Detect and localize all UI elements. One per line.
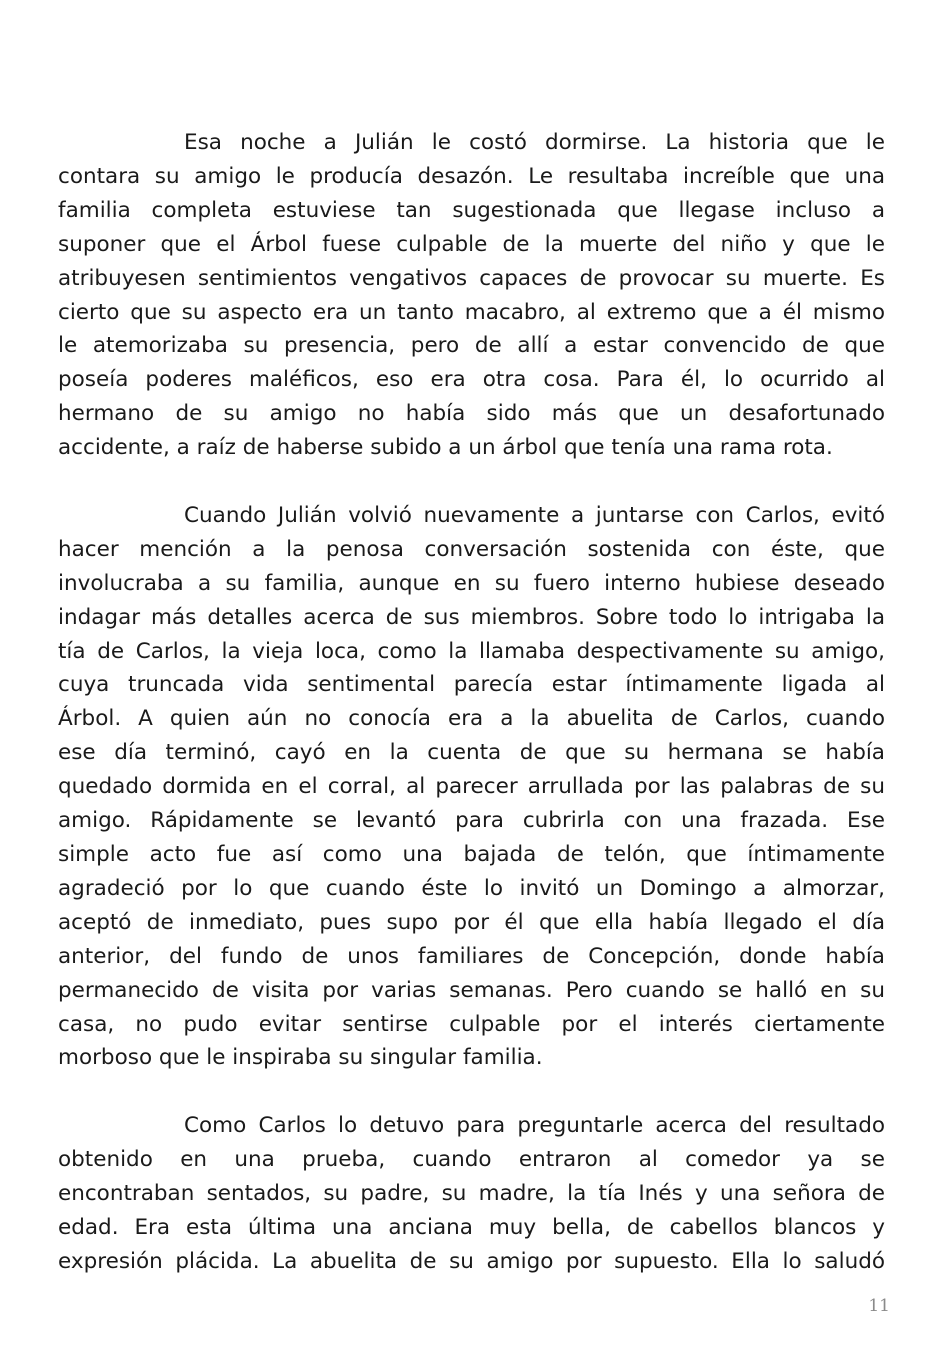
text-line: agradeció por lo que cuando éste lo invitó un Domingo a almorzar, — [58, 875, 885, 901]
page-number: 11 — [868, 1296, 890, 1316]
text-line: tía de Carlos, la vieja loca, como la llamaba despectivamente su amigo, — [58, 638, 885, 664]
text-line: cierto que su aspecto era un tanto macabro, al extremo que a él mismo — [58, 299, 885, 325]
paragraph-3 — [58, 1109, 885, 1279]
text-line: Cuando Julián volvió nuevamente a juntarse con Carlos, evitó — [184, 502, 885, 528]
text-line: accidente, a raíz de haberse subido a un árbol que tenía una rama rota. — [58, 435, 833, 461]
text-line: casa, no pudo evitar sentirse culpable por el interés ciertamente — [58, 1011, 885, 1037]
text-line: edad. Era esta última una anciana muy bella, de cabellos blancos y — [58, 1214, 885, 1240]
text-line: amigo. Rápidamente se levantó para cubrirla con una frazada. Ese — [58, 808, 885, 834]
text-line: morboso que le inspiraba su singular familia. — [58, 1045, 543, 1071]
text-line: Árbol. A quien aún no conocía era a la abuelita de Carlos, cuando — [58, 706, 885, 732]
text-line: aceptó de inmediato, pues supo por él que ella había llegado el día — [58, 909, 885, 935]
text-line: indagar más detalles acerca de sus miembros. Sobre todo lo intrigaba la — [58, 604, 885, 630]
text-line: le atemorizaba su presencia, pero de allí a estar convencido de que — [58, 333, 885, 359]
text-line: hacer mención a la penosa conversación sostenida con éste, que — [58, 536, 885, 562]
text-line: atribuyesen sentimientos vengativos capaces de provocar su muerte. Es — [58, 265, 885, 291]
text-line: Como Carlos lo detuvo para preguntarle acerca del resultado — [184, 1113, 885, 1139]
text-line: encontraban sentados, su padre, su madre, la tía Inés y una señora de — [58, 1181, 885, 1207]
text-line: suponer que el Árbol fuese culpable de la muerte del niño y que le — [58, 231, 885, 257]
text-line: expresión plácida. La abuelita de su amigo por supuesto. Ella lo saludó — [58, 1248, 885, 1274]
text-line: involucraba a su familia, aunque en su fuero interno hubiese deseado — [58, 570, 885, 596]
text-line: Esa noche a Julián le costó dormirse. La historia que le — [184, 130, 885, 155]
text-line: familia completa estuviese tan sugestionada que llegase incluso a — [58, 197, 885, 223]
body-text — [58, 126, 885, 1279]
text-line: quedado dormida en el corral, al parecer arrullada por las palabras de su — [58, 774, 885, 800]
text-line: permanecido de visita por varias semanas. Pero cuando se halló en su — [58, 977, 885, 1003]
text-line: cuya truncada vida sentimental parecía estar íntimamente ligada al — [58, 672, 885, 698]
text-line: hermano de su amigo no había sido más que un desafortunado — [58, 401, 885, 427]
text-line: simple acto fue así como una bajada de telón, que íntimamente — [58, 842, 885, 868]
text-line: poseía poderes maléficos, eso era otra cosa. Para él, lo ocurrido al — [58, 367, 885, 393]
paragraph-1 — [58, 126, 885, 465]
text-line: obtenido en una prueba, cuando entraron al comedor ya se — [58, 1147, 885, 1173]
text-line: ese día terminó, cayó en la cuenta de que su hermana se había — [58, 740, 885, 766]
paragraph-2 — [58, 499, 885, 1075]
text-line: contara su amigo le producía desazón. Le resultaba increíble que una — [58, 163, 885, 189]
text-line: anterior, del fundo de unos familiares de Concepción, donde había — [58, 943, 885, 969]
